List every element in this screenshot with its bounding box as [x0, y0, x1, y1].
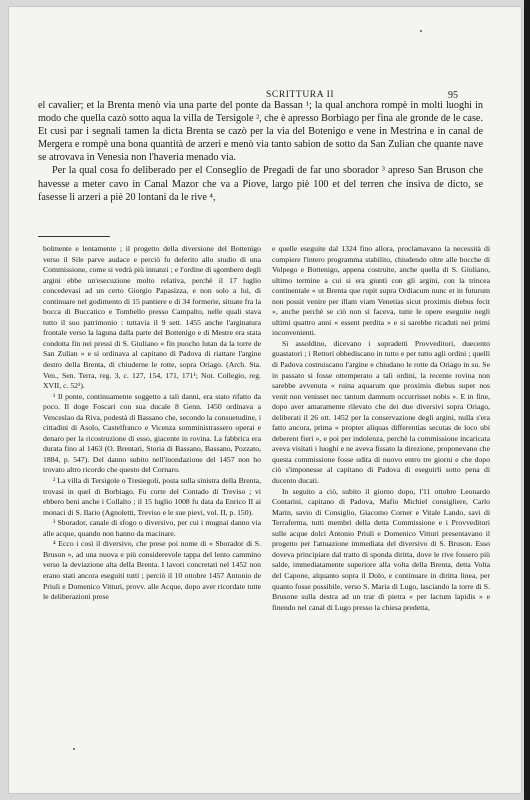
footnote-rule — [38, 236, 110, 237]
footnote-4-continuation: e quelle eseguite dal 1324 fino allora, proclamavano la necessità di compiere l'intero programma stabilito, chiudendo oltre alle bocche di Volpego e Bottenigo, appena costruite, anche quella di S. Giuliano, ultimo termine a cui si era giunti con gli argini, con la trincea continentale « ut Brenta que rupit supra Ordiacum nunc et in futurum non possit venire per illam viam Venetias sicut proximis diebus fecit », anche perchè se ciò non si faceva, tutte le opere eseguite negli ultimi quattro anni « essent perdita » e si sarebbe ricaduti nei primi inconvenienti. — [272, 244, 490, 338]
main-paragraph-2: Per la qual cosa fo deliberado per el Conseglio de Pregadi de far uno sborador ³ apreso San Bruson che havesse a meter cavo in Canal Mazor che va a Piove, largo piè 100 et del terren che insiva de dicto, se fasesse li arzeri a piè 20 lontani da le rive ⁴, — [38, 165, 483, 203]
page-number: 95 — [448, 90, 458, 101]
footnote-4-paragraph-2: Si assoldino, dicevano i sopradetti Provveditori, duecento guastatori ; i Rettori obbediscano in tutto e per tutto agli ordini ; quelli di Padova costruiscano l'argine e chiudano le rotte da Oriago in su. Se in passato si fosse ottemperato a tali ordini, la recente rovina non sarebbe avvenuta « ruina aquarum que proximis diebus super nos venit non venisset nec tantum damnum occurrisset nobis ». E in fine, dopo aver amaramente rilevato che dei due diversivi sopra Oriago, deliberati il 26 ott. 1452 per la conservazione degli argini, nulla s'era fatto ancora, prima « propter aliquas differentias secutas de loco ubi deberent fieri », e poi per indolenza, perchè la commissione incaricata aveva visitati i luoghi e ne aveva fissato la direzione, proponevano che questa commissione fosse udita di nuovo entro tre giorni e che dopo ciò s'imponesse al capitano di Padova di eseguirli sotto pena di ducento ducati. — [272, 338, 490, 486]
footnote-1: ¹ Il ponte, continuamente soggetto a tali danni, era stato rifatto da poco. Il doge Foscari con sua ducale 8 Genn. 1450 ordinava a Venceslao da Riva, podestà di Bassano che, secondo la consuetudine, i cittadini di Asolo, Castelfranco e Vicenza somministrassero operai e denaro per la ricostruzione di esso, giacente in rovina. La fabbrica era durata fino al 1463 (O. Brentari, Storia di Bassano, Bassano, Pozzato, 1884, p. 547). Del danno subito nell'inondazione del 1457 non ho trovato altro ricordo che questo del Cornaro. — [43, 391, 261, 475]
footnote-4: ⁴ Ecco i così il diversivo, che prese poi nome di « Sborador di S. Bruson », ad una nuova e più considerevole tappa del lento cammino verso la deviazione alta della Brenta. I lavori concretati nel 1452 non erano stati ancora eseguiti tutti ; perciò il 10 ottobre 1457 Antonio de Priuli e Domenico Vitturi, provv. alle Acque, dopo aver ricordate tutte le deliberazioni prese — [43, 539, 261, 602]
main-text — [38, 99, 483, 204]
running-title: SCRITTURA II — [266, 90, 335, 100]
scan-speck — [73, 748, 75, 750]
scan-edge — [524, 0, 530, 800]
scan-speck — [420, 30, 422, 32]
footnote-4-paragraph-3: In seguito a ciò, subito il giorno dopo, l'11 ottobre Leonardo Contarini, capitano di Padova, Mafio Michiel consigliere, Carlo Marin, savio di Consiglio, Giacomo Corner e Vitale Lando, savi di Terraferma, tutti membri della detta Commissione e i Provveditori sulle acque dolci Antonio Priuli e Domenico Vitturi presentavano il progetto per l'attuazione immediata del diversivo di S. Bruson. Esso doveva principiare dal tratto di sponda diritta, dove le rive fossero più salde, immediatamente superiore alla volta della Brenta, detta Volta del Capone, alquanto sopra il Dolo, e continuare in diritta linea, per quanto fosse possibile, verso S. Maria di Lugo, lasciando la torre di S. Brusone sulla destra ad un trar di pietra « per lactum lapidis » e finendo nel canal di Lugo presso la chiesa predetta, — [272, 486, 490, 612]
footnote-2: ² La villa di Tersigole o Tresiegoli, posta sulla sinistra della Brenta, trovasi in quel di Borbiago. Fu corte del Contado di Treviso ; vi ebbero beni anche i Collalto ; il 15 luglio 1008 fu data da Enrico II ai monaci di S. Ilario (Agnoletti, Treviso e le sue pievi, vol. II, p. 150). — [43, 476, 261, 517]
footnotes-left-column — [43, 244, 261, 603]
footnotes-right-column — [272, 244, 490, 613]
main-paragraph-1: el cavalier; et la Brenta menò via una parte del ponte da Bassan ¹; la qual anchora rompè in molti luoghi in modo che quella cazò sotto aqua la villa de Tersigole ², che è apresso Borbiago per fina ale gronde de le case. Et cusì par i segnali tamen la dicta Brenta se cazò per la via del Botenigo e vene in Mestrina e in canal de Mergera e rompè una bona quantità de arzeri e menò via tanto sabion de sotto da San Zulian che quante nave se atrovava in Venesia non l'haveria menado via. — [38, 100, 483, 164]
footnote-continuation: bolmente e lentamente ; il progetto della diversione del Bottenigo verso il Sile parve audace e perciò fu deferito allo studio di una Commissione, come si vedrà più innanzi ; e l'ordine di sgombero degli argini ebbe un'esecuzione molto relativa, perchè il 17 luglio concedevasi ad un certo Giorgio Papasizza, e non solo a lui, di continuare nel godimento di 15 pantiere e di 34 formerie, situate fra la bocca di Buccatico e Tombello presso Campalto, nelle quali stava tutto il suo patrimonio : tuttavia il 9 sett. 1455 anche l'arginatura frontale verso la laguna dalla parte del Bottenigo e di Mestre era stata condotta fin nei pressi di S. Giuliano « fin puocho lutan da la torre de San Zulian » e si ordinava al capitano di Padova di riattare l'argine destro della Brenta, di chiuderne le rotte, sopra Oriago. (Arch. Sta. Ven., Sen. Terra, reg. 3, c. 127, 154, 171, 171¹; Not. Collegio, reg. XVII, c. 52¹). — [43, 244, 261, 391]
footnote-3: ³ Sborador, canale di sfogo o diversivo, per cui i mugnai danno via alle acque, quando non hanno da macinare. — [43, 518, 261, 538]
